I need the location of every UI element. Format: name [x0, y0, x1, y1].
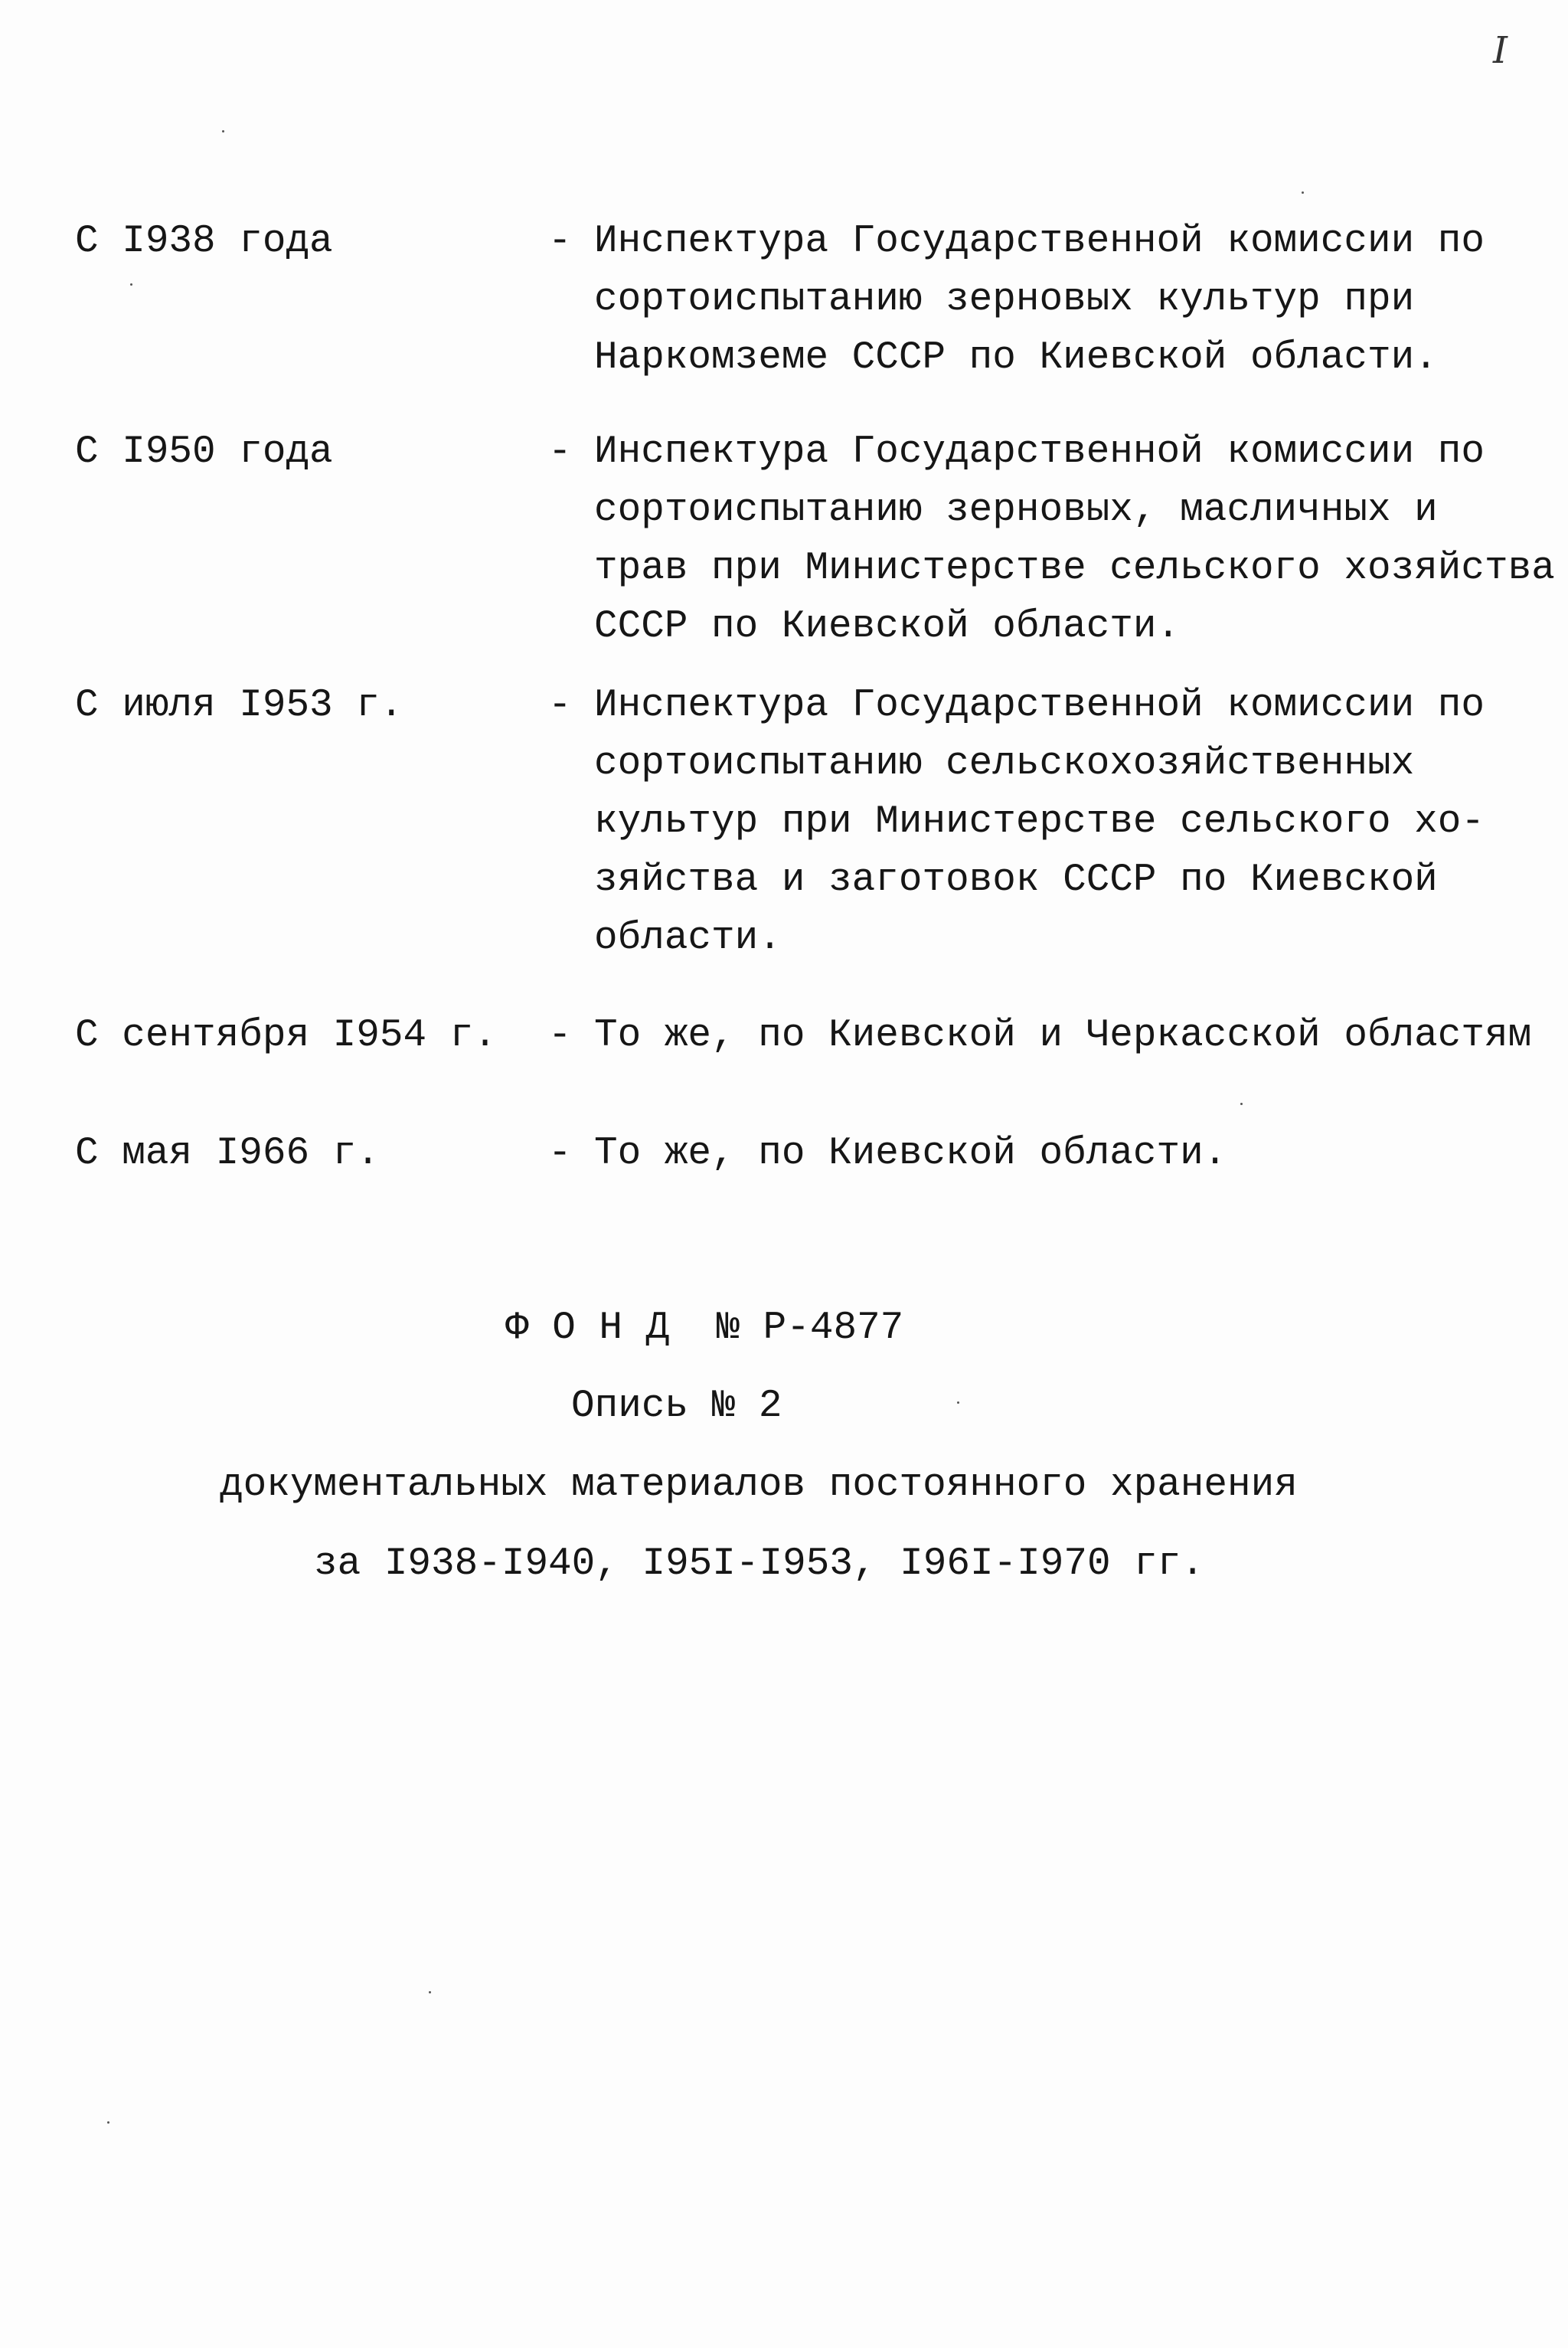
entry-date: С I950 года: [75, 430, 333, 474]
entry-line: СССР по Киевской области.: [594, 605, 1181, 649]
entry-dash: -: [548, 1132, 572, 1176]
scan-speck: [429, 1991, 431, 1993]
scan-speck: [1240, 1103, 1243, 1105]
entry-line: зяйства и заготовок СССР по Киевской: [594, 858, 1438, 902]
entry-dash: -: [548, 1014, 572, 1058]
scan-speck: [130, 283, 132, 286]
scan-speck: [957, 1401, 959, 1404]
scan-speck: [1302, 191, 1304, 194]
entry-line: То же, по Киевской области.: [594, 1132, 1227, 1176]
entry-date: С июля I953 г.: [75, 684, 403, 728]
entry-date: С сентября I954 г.: [75, 1014, 497, 1058]
entry-line: сортоиспытанию зерновых, масличных и: [594, 489, 1438, 532]
entry-line: То же, по Киевской и Черкасской областям: [594, 1014, 1532, 1058]
entry-dash: -: [548, 684, 572, 728]
opis-number-heading: Опись № 2: [571, 1385, 782, 1428]
entry-date: С I938 года: [75, 220, 333, 263]
opis-years: за I938-I940, I95I-I953, I96I-I970 гг.: [314, 1542, 1204, 1586]
entry-line: Инспектура Государственной комиссии по: [594, 684, 1485, 728]
scan-speck: [107, 2121, 109, 2124]
entry-dash: -: [548, 430, 572, 474]
entry-dash: -: [548, 220, 572, 263]
fond-number-heading: Ф О Н Д № Р-4877: [505, 1306, 904, 1350]
entry-line: области.: [594, 917, 782, 960]
entry-line: трав при Министерстве сельского хозяйства: [594, 547, 1555, 590]
entry-line: Инспектура Государственной комиссии по: [594, 220, 1485, 263]
entry-line: сортоиспытанию сельскохозяйственных: [594, 742, 1415, 786]
entry-line: культур при Министерстве сельского хо-: [594, 800, 1485, 844]
page-number: I: [1493, 29, 1508, 72]
entry-line: Наркомземе СССР по Киевской области.: [594, 336, 1438, 380]
entry-line: сортоиспытанию зерновых культур при: [594, 278, 1415, 322]
entry-date: С мая I966 г.: [75, 1132, 380, 1176]
scan-speck: [222, 130, 224, 132]
opis-description: документальных материалов постоянного хранения: [220, 1463, 1298, 1507]
entry-line: Инспектура Государственной комиссии по: [594, 430, 1485, 474]
